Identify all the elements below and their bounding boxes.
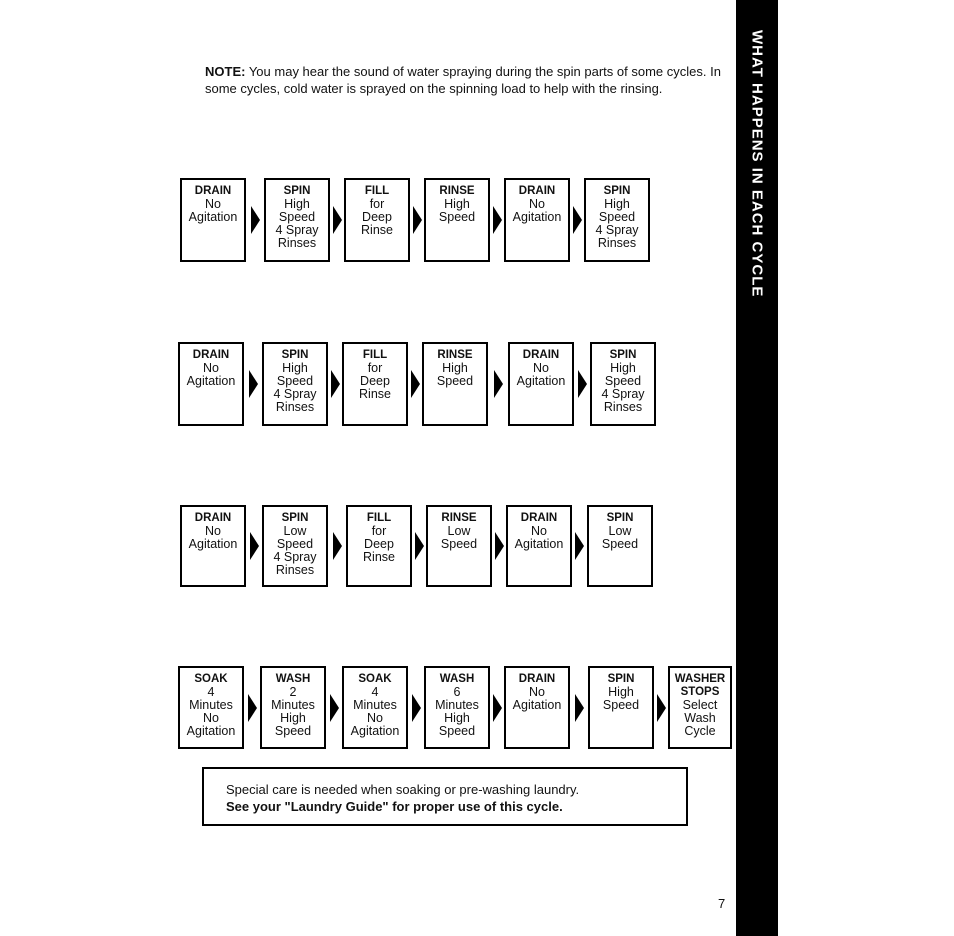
step-detail: Wash: [684, 711, 716, 725]
step-detail: No: [367, 711, 383, 725]
cycle-step-box: [426, 505, 492, 587]
cycle-step-box: [506, 505, 572, 587]
step-detail: 6: [453, 685, 461, 699]
step-detail: Speed: [436, 374, 474, 388]
step-title: DRAIN: [194, 185, 232, 197]
step-detail: No: [203, 711, 219, 725]
cycle-step-box: [262, 505, 328, 587]
cycle-step-box: [587, 505, 653, 587]
cycle-step-box: [178, 342, 244, 426]
step-title: SPIN: [281, 349, 309, 361]
flow-arrow-icon: [413, 206, 422, 234]
step-detail: Agitation: [188, 537, 238, 551]
step-detail: Speed: [276, 374, 314, 388]
step-detail: Rinse: [363, 550, 395, 564]
flow-arrow-icon: [573, 206, 582, 234]
step-detail: No: [533, 361, 549, 375]
cycle-step-box: [264, 178, 330, 262]
step-detail: Agitation: [516, 374, 566, 388]
step-detail: Minutes: [353, 698, 397, 712]
step-detail: High: [444, 197, 470, 211]
cycle-step-box: [344, 178, 410, 262]
step-title: SPIN: [609, 349, 637, 361]
step-detail: Agitation: [186, 374, 236, 388]
cycle-step-box: [178, 666, 244, 749]
step-detail: Speed: [602, 698, 640, 712]
flow-arrow-icon: [575, 532, 584, 560]
step-detail: Minutes: [189, 698, 233, 712]
cycle-step-box: [588, 666, 654, 749]
step-title: RINSE: [441, 512, 477, 524]
step-detail: for: [369, 197, 385, 211]
flow-arrow-icon: [250, 532, 259, 560]
step-detail: Speed: [438, 724, 476, 738]
step-detail: Rinses: [603, 400, 643, 414]
step-detail: No: [529, 197, 545, 211]
cycle-step-box: [424, 178, 490, 262]
flow-arrow-icon: [575, 694, 584, 722]
step-title: SPIN: [607, 673, 635, 685]
step-title: DRAIN: [194, 512, 232, 524]
step-detail: Agitation: [512, 698, 562, 712]
step-detail: Deep: [360, 374, 390, 388]
flow-arrow-icon: [330, 694, 339, 722]
step-detail: Low: [447, 524, 471, 538]
step-detail: Rinses: [277, 236, 317, 250]
step-title: DRAIN: [192, 349, 230, 361]
step-detail: 4: [207, 685, 215, 699]
step-title: SOAK: [358, 673, 392, 685]
step-detail: High: [280, 711, 306, 725]
cycle-step-box: [584, 178, 650, 262]
flow-arrow-icon: [412, 694, 421, 722]
step-detail: High: [282, 361, 308, 375]
sidebar-band: [736, 0, 778, 936]
step-detail: Rinses: [275, 400, 315, 414]
step-detail: Minutes: [271, 698, 315, 712]
flow-arrow-icon: [415, 532, 424, 560]
step-detail: 4 Spray: [273, 550, 317, 564]
cycle-step-box: [180, 178, 246, 262]
step-title: WASHER STOPS: [674, 673, 726, 698]
step-title: DRAIN: [518, 673, 556, 685]
cycle-step-box: [342, 666, 408, 749]
step-detail: Agitation: [514, 537, 564, 551]
flow-arrow-icon: [578, 370, 587, 398]
step-title: SPIN: [281, 512, 309, 524]
step-detail: 4 Spray: [601, 387, 645, 401]
step-detail: No: [203, 361, 219, 375]
step-detail: Deep: [362, 210, 392, 224]
step-detail: 4 Spray: [273, 387, 317, 401]
note-label: NOTE:: [205, 64, 246, 79]
step-detail: Select: [682, 698, 718, 712]
cycle-step-box: [668, 666, 732, 749]
page-number: 7: [718, 896, 726, 911]
cycle-step-box: [504, 666, 570, 749]
cycle-step-box: [424, 666, 490, 749]
cycle-step-box: [504, 178, 570, 262]
note-text: You may hear the sound of water spraying during the spin parts of some cycles. In some cycles, cold water is sprayed on the spinning load to help with the rinsing.: [205, 64, 721, 96]
step-detail: No: [205, 524, 221, 538]
step-detail: 4: [371, 685, 379, 699]
step-detail: Speed: [604, 374, 642, 388]
step-detail: High: [610, 361, 636, 375]
step-title: WASH: [439, 673, 475, 685]
cycle-step-box: [262, 342, 328, 426]
step-title: SOAK: [194, 673, 228, 685]
sidebar-title: WHAT HAPPENS IN EACH CYCLE: [748, 30, 766, 298]
step-detail: High: [442, 361, 468, 375]
step-detail: 4 Spray: [595, 223, 639, 237]
flow-arrow-icon: [494, 370, 503, 398]
cycle-step-box: [590, 342, 656, 426]
step-title: SPIN: [283, 185, 311, 197]
special-care-line2: See your "Laundry Guide" for proper use of this cycle.: [226, 799, 563, 814]
step-title: FILL: [362, 349, 388, 361]
step-detail: Low: [608, 524, 632, 538]
step-detail: Speed: [274, 724, 312, 738]
step-detail: for: [371, 524, 387, 538]
flow-arrow-icon: [411, 370, 420, 398]
step-detail: Cycle: [684, 724, 716, 738]
flow-arrow-icon: [333, 206, 342, 234]
note-paragraph: [205, 63, 735, 97]
cycle-step-box: [342, 342, 408, 426]
step-detail: High: [444, 711, 470, 725]
flow-arrow-icon: [493, 694, 502, 722]
step-detail: Speed: [598, 210, 636, 224]
step-detail: 2: [289, 685, 297, 699]
step-detail: Rinse: [361, 223, 393, 237]
step-detail: Rinses: [275, 563, 315, 577]
step-title: SPIN: [603, 185, 631, 197]
step-title: RINSE: [439, 185, 475, 197]
flow-arrow-icon: [251, 206, 260, 234]
step-detail: Rinse: [359, 387, 391, 401]
special-care-line1: Special care is needed when soaking or pre-washing laundry.: [226, 782, 580, 797]
step-detail: Speed: [440, 537, 478, 551]
step-detail: Agitation: [350, 724, 400, 738]
step-detail: Speed: [601, 537, 639, 551]
special-care-box: [202, 767, 688, 826]
cycle-step-box: [508, 342, 574, 426]
step-detail: Speed: [276, 537, 314, 551]
step-title: FILL: [366, 512, 392, 524]
step-detail: Minutes: [435, 698, 479, 712]
step-title: DRAIN: [522, 349, 560, 361]
step-detail: Speed: [278, 210, 316, 224]
cycle-step-box: [422, 342, 488, 426]
step-detail: No: [205, 197, 221, 211]
cycle-step-box: [346, 505, 412, 587]
step-detail: High: [608, 685, 634, 699]
step-detail: Agitation: [186, 724, 236, 738]
step-detail: Low: [283, 524, 307, 538]
step-detail: Rinses: [597, 236, 637, 250]
flow-arrow-icon: [331, 370, 340, 398]
step-title: SPIN: [606, 512, 634, 524]
flow-arrow-icon: [249, 370, 258, 398]
step-detail: Speed: [438, 210, 476, 224]
flow-arrow-icon: [248, 694, 257, 722]
step-detail: No: [529, 685, 545, 699]
flow-arrow-icon: [495, 532, 504, 560]
step-detail: High: [284, 197, 310, 211]
step-detail: No: [531, 524, 547, 538]
step-detail: Agitation: [512, 210, 562, 224]
step-detail: High: [604, 197, 630, 211]
step-detail: for: [367, 361, 383, 375]
step-detail: Deep: [364, 537, 394, 551]
cycle-step-box: [260, 666, 326, 749]
step-title: RINSE: [437, 349, 473, 361]
cycle-step-box: [180, 505, 246, 587]
flow-arrow-icon: [657, 694, 666, 722]
step-detail: Agitation: [188, 210, 238, 224]
flow-arrow-icon: [333, 532, 342, 560]
flow-arrow-icon: [493, 206, 502, 234]
step-detail: 4 Spray: [275, 223, 319, 237]
step-title: WASH: [275, 673, 311, 685]
step-title: FILL: [364, 185, 390, 197]
step-title: DRAIN: [520, 512, 558, 524]
step-title: DRAIN: [518, 185, 556, 197]
